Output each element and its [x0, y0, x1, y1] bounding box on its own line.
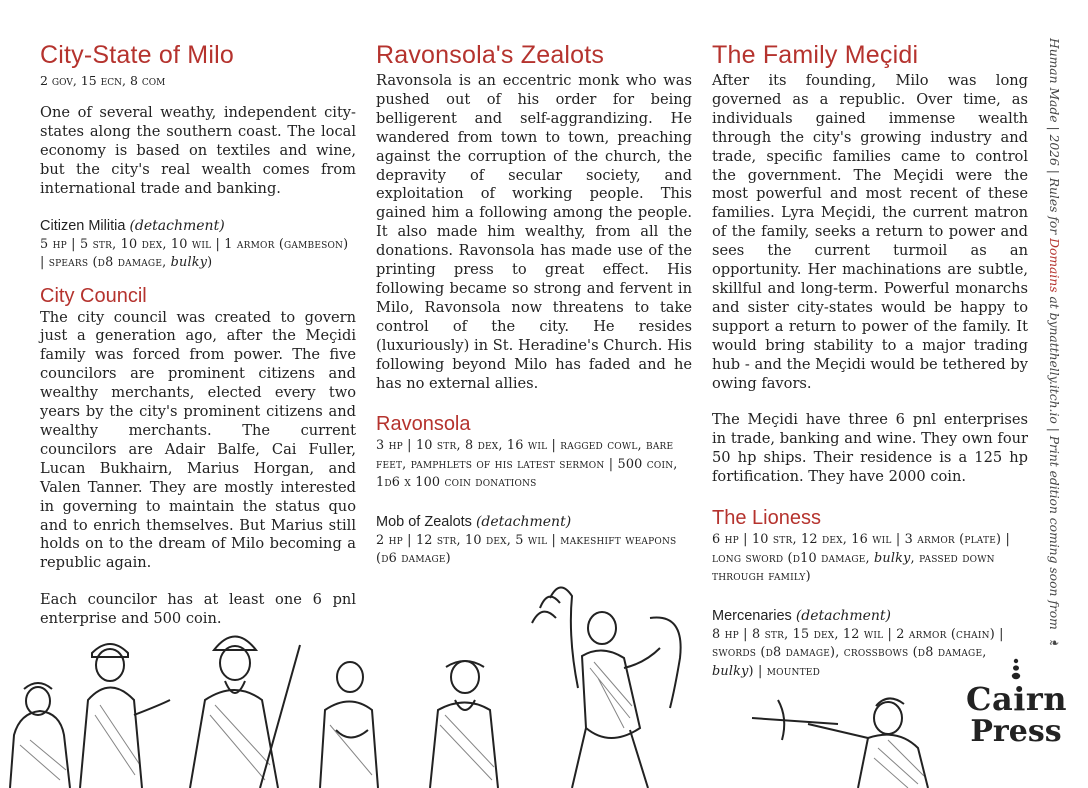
credit-part-1: Human Made | 2026 | Rules for — [1047, 38, 1061, 239]
npc-lioness-stats — [712, 531, 1028, 587]
column-zealots — [376, 38, 692, 569]
city-intro: One of several weathy, independent city-states along the southern coast. The local economy is based on textiles and wine, but the city's real wealth comes from international trade and banking. — [40, 104, 356, 197]
lioness-stats-bulky: bulky — [874, 550, 911, 566]
column-city-state — [40, 38, 356, 647]
mob-stats: 2 hp | 12 str, 10 dex, 5 wil | makeshift weapons (d6 damage) — [376, 532, 677, 567]
mob-name: Mob of Zealots — [376, 513, 472, 530]
leaf-icon: ❧ — [1047, 635, 1061, 650]
militia-stats — [40, 236, 356, 273]
sidebar-credit — [1042, 38, 1070, 678]
council-text: The city council was created to govern just a generation ago, after the Meçidi family was forced from power. The five councilors are prominent citizens and wealthy merchants, elected every two years by the city's prominent citizens and wealthy merchants. The current councilors are Adair Balfe, Cai Fuller, Lucan Bukhairn, Marius Horgan, and Valen Tanner. They are mostly interested in governing to maintain the status quo and to enrich themselves. But Marius still holds on to the dream of Milo becoming a republic again. — [40, 308, 356, 572]
lioness-stats-text: 6 hp | 10 str, 12 dex, 16 wil | 3 armor (plate) | long sword (d10 damage, — [712, 532, 1010, 566]
npc-ravonsola-name: Ravonsola — [376, 413, 471, 436]
logo-cairn-text: Cairn — [966, 680, 1067, 718]
merc-name: Mercenaries — [712, 607, 792, 624]
merc-tag: (detachment) — [795, 607, 892, 624]
council-text-2: Each councilor has at least one 6 pnl enterprise and 500 coin. — [40, 591, 356, 628]
mob-tag: (detachment) — [475, 513, 572, 530]
section-title-mecidi: The Family Meçidi — [712, 41, 919, 69]
credit-part-2: at bynatthelly.itch.io | Print edition coming soon from — [1047, 292, 1061, 630]
militia-heading — [40, 217, 356, 236]
section-title-city-state: City-State of Milo — [40, 41, 234, 69]
credit-domains-link: Domains — [1047, 238, 1061, 293]
merc-stats-text: 8 hp | 8 str, 15 dex, 12 wil | 2 armor (chain) | swords (d8 damage), crossbows (d8 damage, — [712, 626, 1004, 661]
column-mecidi — [712, 38, 1028, 681]
militia-stats-bulky: bulky — [170, 255, 208, 271]
npc-lioness-name: The Lioness — [712, 507, 821, 530]
city-stats: 2 gov, 15 ecn, 8 com — [40, 73, 166, 88]
lioness-stats-end: , passed down through family) — [712, 550, 995, 585]
mecidi-assets: The Meçidi have three 6 pnl enterprises in trade, banking and wine. They own four 50 hp ships. Their residence is a 125 hp fortification. They have 2000 coin. — [712, 411, 1028, 486]
npc-ravonsola-stats: 3 hp | 10 str, 8 dex, 16 wil | ragged cowl, bare feet, pamphlets of his latest sermon | 500 coin, 1d6 x 100 coin donations — [376, 438, 678, 491]
mecidi-intro: After its founding, Milo was long governed as a republic. Over time, as individuals gained immense wealth through the city's growing industry and trade, specific families came to control the government. The Meçidi were the most powerful and most recent of these families. Lyra Meçidi, the current matron of the family, seeks a return to power and sees the current turmoil as an opportunity. Her machinations are subtle, skillful and long-term. Powerful monarchs and sister city-states would be happy to support a return to power of the family. It would bring stability to a major trading hub - and the Meçidi would be tethered by owing favors. — [712, 72, 1028, 392]
crossbowman-woodcut — [748, 688, 960, 788]
section-title-council: City Council — [40, 284, 147, 307]
cairn-press-logo — [966, 658, 1066, 758]
section-title-zealots: Ravonsola's Zealots — [376, 41, 605, 69]
zealot-with-broom-woodcut — [520, 578, 710, 788]
militia-name: Citizen Militia — [40, 217, 126, 234]
medieval-townsfolk-woodcut — [0, 605, 540, 788]
militia-tag: (detachment) — [129, 217, 225, 234]
zealots-intro: Ravonsola is an eccentric monk who was pushed out of his order for being belligerent and self-aggrandizing. He wandered from town to town, preaching against the corruption of the church, the depravity of secular society, and exploitation of working people. This gained him a following among the people. It also made him wealthy, from all the donations. Ravonsola has made use of the printing press to great effect. His following became so strong and fervent in Milo, Ravonsola now threatens to take control of the city. He resides (luxuriously) in St. Heradine's Church. His following beyond Milo has faded and he has no external allies. — [376, 72, 692, 392]
cairn-stones-icon — [1010, 658, 1022, 680]
merc-stats-end: ) | mounted — [748, 663, 820, 679]
sidebar-credit-text — [1042, 38, 1066, 650]
logo-press-text: Press — [970, 714, 1062, 749]
militia-stats-end: ) — [207, 255, 213, 271]
militia-stats-text: 5 hp | 5 str, 10 dex, 10 wil | 1 armor (gambeson) | spears (d8 damage, — [40, 236, 349, 271]
merc-stats-bulky: bulky — [712, 663, 749, 679]
mob-heading — [376, 513, 692, 532]
merc-heading — [712, 607, 1028, 626]
